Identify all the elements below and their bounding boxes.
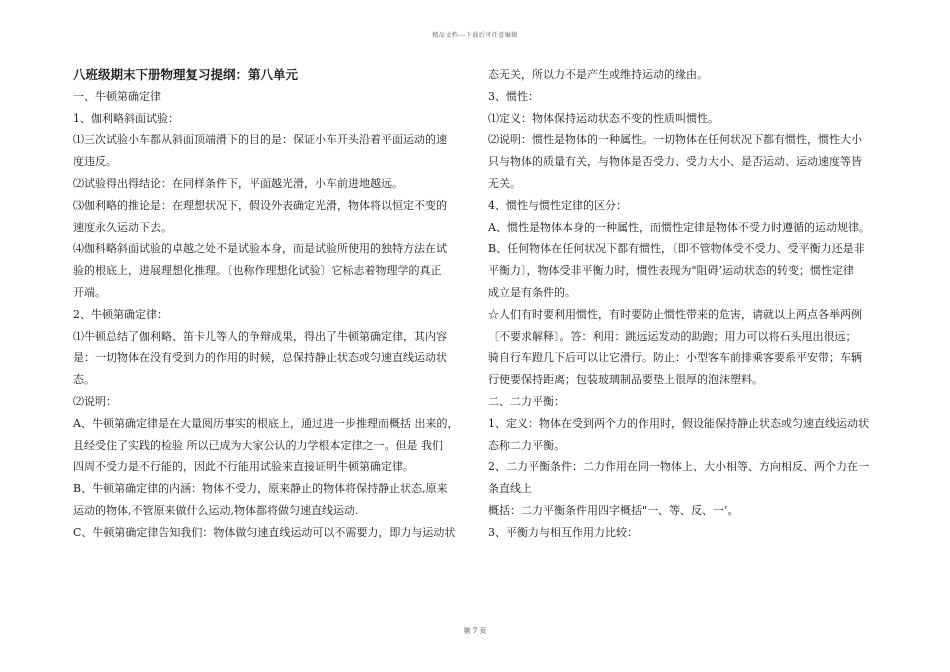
text-line: 是：一切物体在没有受到力的作用的时候，总保持静止状态或匀速直线运动状 <box>73 351 447 365</box>
text-line: ⑵说明： <box>73 394 117 408</box>
document-title: 八班级期末下册物理复习提纲：第八单元 <box>73 67 299 82</box>
text-line: B、牛顿第确定律的内涵：物体不受力，原来静止的物体将保持静止状态,原来 <box>73 482 448 496</box>
text-line: 〔不要求解释〕。答：利用：跳远运发动的助跑；用力可以将石头甩出很远； <box>488 329 857 343</box>
text-line: ⑵试验得出得结论：在同样条件下，平面越光滑，小车前进地越远。 <box>73 176 403 190</box>
text-line: B、任何物体在任何状况下都有惯性，〔即不管物体受不受力、受平衡力还是非 <box>488 242 865 256</box>
text-line: 无关。 <box>488 176 521 190</box>
text-line: 成立是有条件的。 <box>488 285 576 299</box>
text-line: ⑴牛顿总结了伽利略、笛卡儿等人的争辩成果，得出了牛顿第确定律，其内容 <box>73 329 447 343</box>
text-line: ☆人们有时要利用惯性，有时要防止惯性带来的危害，请就以上两点各举两例 <box>488 307 862 321</box>
page-header: 精品文档---下载后可任意编辑 <box>432 32 518 39</box>
text-line: C、牛顿第确定律告知我们：物体做匀速直线运动可以不需要力，即力与运动状 <box>73 525 456 539</box>
text-line: 行使要保持距离；包装玻璃制品要垫上很厚的泡沫塑料。 <box>488 373 763 387</box>
text-line: 态。 <box>73 373 95 387</box>
section-heading: 二、二力平衡： <box>488 394 565 408</box>
text-line: 2、二力平衡条件：二力作用在同一物体上、大小相等、方向相反、两个力在一 <box>488 460 869 474</box>
subsection-heading: 3、惯性： <box>488 89 539 103</box>
text-line: 平衡力〕，物体受非平衡力时，惯性表现为"阻碍’运动状态的转变；惯性定律 <box>488 264 855 278</box>
text-line: 速度永久运动下去。 <box>73 220 172 234</box>
subsection-heading: 1、伽利略斜面试验： <box>73 111 179 125</box>
text-line: 态称二力平衡。 <box>488 438 565 452</box>
text-line: 概括：二力平衡条件用四字概括"一、等、反、一’。 <box>488 503 739 517</box>
text-line: 只与物体的质量有关，与物体是否受力、受力大小、是否运动、运动速度等皆 <box>488 155 862 169</box>
text-line: A、牛顿第确定律是在大量阅历事实的根底上，通过进一步推理而概括 出来的， <box>73 416 459 430</box>
subsection-heading: 4、惯性与惯性定律的区分： <box>488 198 627 212</box>
text-line: 态无关，所以力不是产生或维持运动的缘由。 <box>488 68 708 81</box>
text-line: 条直线上 <box>488 482 532 496</box>
subsection-heading: 2、牛顿第确定律： <box>73 307 168 321</box>
text-line: 开端。 <box>73 285 106 299</box>
text-line: A、惯性是物体本身的一种属性，而惯性定律是物体不受力时遵循的运动规律。 <box>488 220 870 234</box>
section-heading: 一、牛顿第确定律 <box>73 89 161 103</box>
text-line: 1、定义：物体在受到两个力的作用时，假设能保持静止状态或匀速直线运动状 <box>488 416 869 430</box>
text-line: 且经受住了实践的检验 所以已成为大家公认的力学根本定律之一。但是 我们 <box>73 438 443 452</box>
text-line: 验的根底上，进展理想化推理。〔也称作理想化试验〕它标志着物理学的真正 <box>73 264 442 278</box>
text-line: 运动的物体,不管原来做什么运动,物体都将做匀速直线运动. <box>73 503 359 517</box>
page-number: 第 7 页 <box>463 627 487 635</box>
text-line: ⑶伽利略的推论是：在理想状况下，假设外表确定光滑，物体将以恒定不变的 <box>73 198 447 212</box>
text-line: ⑵说明：惯性是物体的一种属性。一切物体在任何状况下都有惯性，惯性大小 <box>488 133 862 147</box>
text-line: 骑自行车蹬几下后可以让它滑行。防止：小型客车前排乘客要系平安带；车辆 <box>488 351 862 365</box>
text-line: ⑴定义：物体保持运动状态不变的性质叫惯性。 <box>488 111 719 125</box>
subsection-heading: 3、平衡力与相互作用力比较： <box>488 525 638 539</box>
text-line: ⑷伽科略斜面试验的卓越之处不是试验本身，而是试验所使用的独特方法在试 <box>73 242 447 256</box>
right-column <box>488 64 883 544</box>
text-line: 度违反。 <box>73 155 117 169</box>
text-line: 四周不受力是不行能的，因此不行能用试验来直接证明牛顿第确定律。 <box>73 460 414 474</box>
text-line: ⑴三次试验小车都从斜面顶端滑下的目的是：保证小车开头沿着平面运动的速 <box>73 133 447 147</box>
left-column <box>73 64 473 544</box>
